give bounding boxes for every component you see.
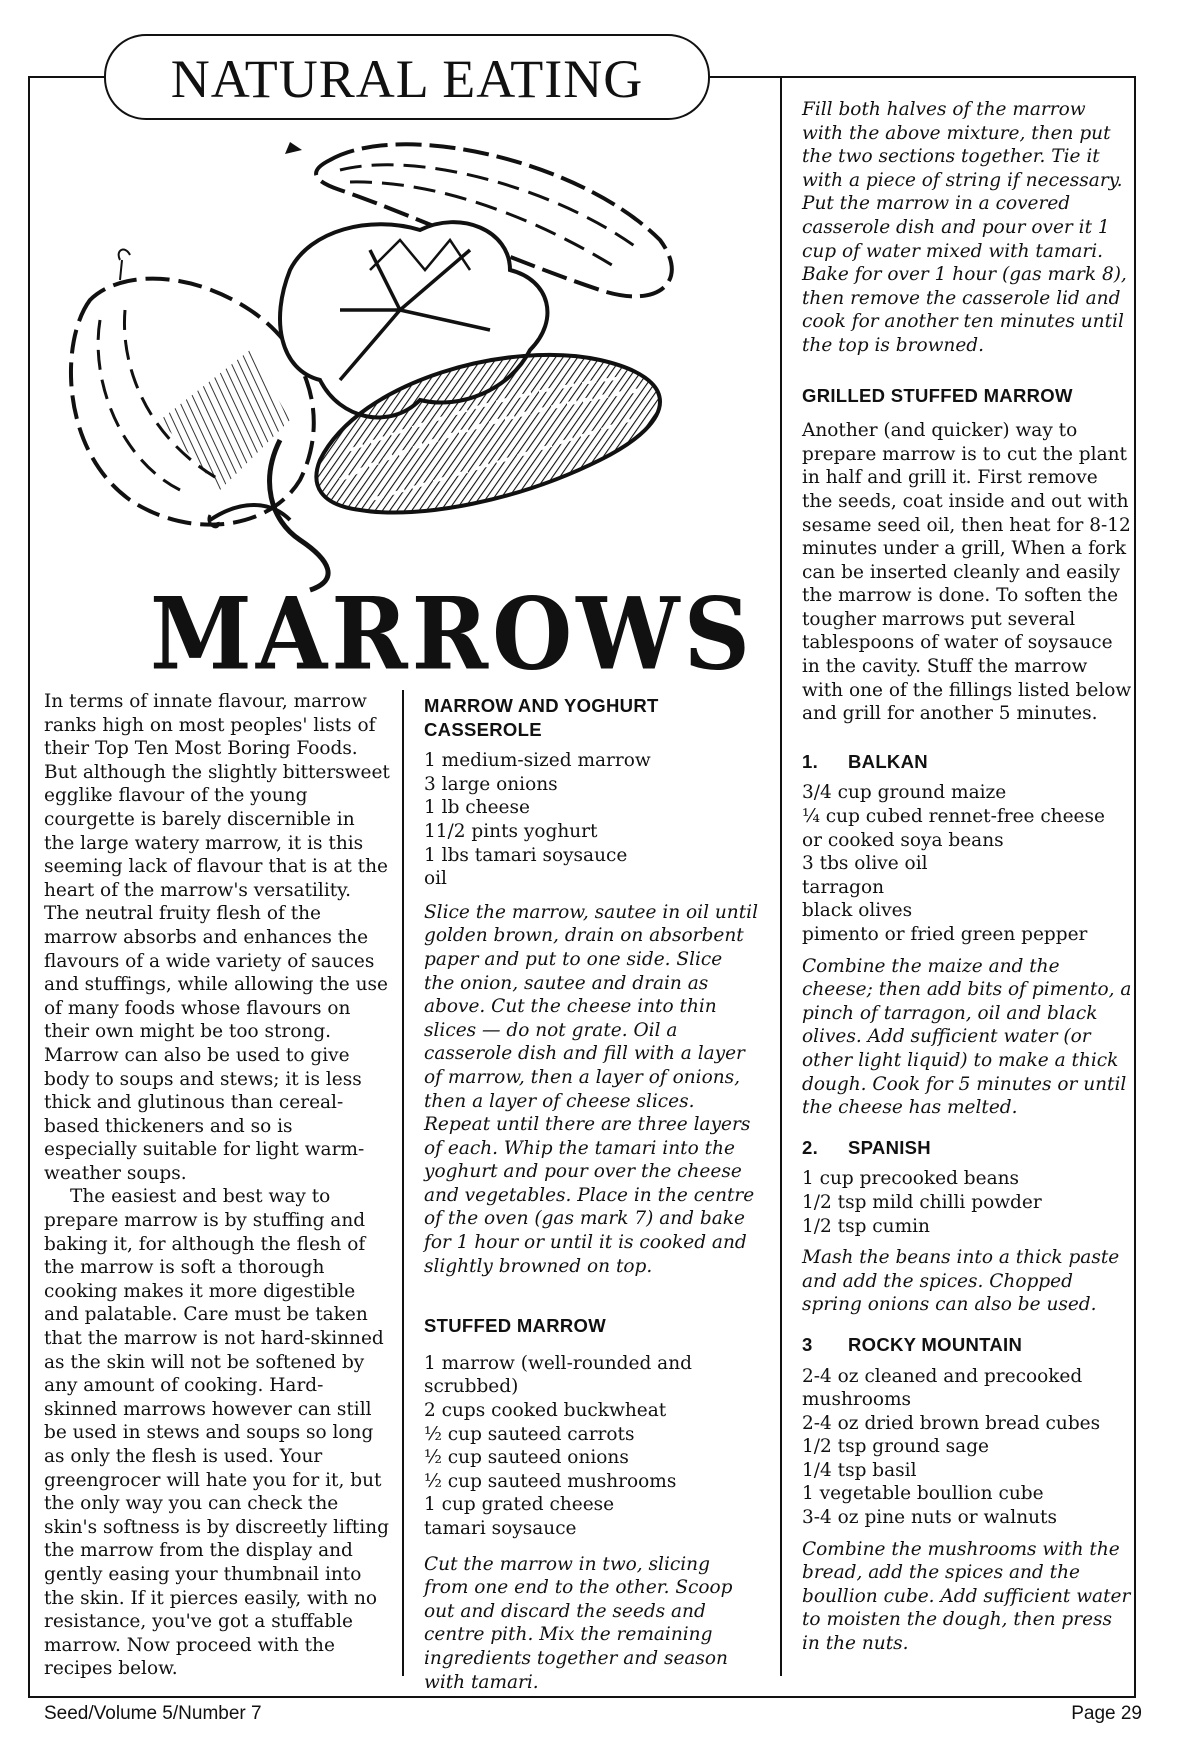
filling-name: ROCKY MOUNTAIN [848, 1333, 1023, 1355]
balkan-ingredients [802, 781, 1132, 946]
intro-column [44, 690, 390, 1681]
ingredient: 1 cup precooked beans [802, 1168, 1020, 1190]
recipes-column [424, 694, 758, 1694]
ingredient: 1 marrow (well-rounded and scrubbed) [424, 1352, 692, 1398]
ingredient: 1/2 tsp cumin [802, 1215, 930, 1237]
ingredient: 2 cups cooked buckwheat [424, 1400, 667, 1422]
ingredient: ½ cup sauteed onions [424, 1447, 629, 1469]
column-rule-1 [402, 690, 404, 1676]
marrows-illustration [40, 120, 740, 610]
headline: MARROWS [150, 575, 755, 693]
frame-bottom [28, 1696, 1136, 1698]
intro-paragraph-1: In terms of innate flavour, marrow ranks high on most peoples' lists of their Top Ten Most Boring Foods. But although the slightly bittersweet egglike flavour of the young courgette is barely discernible in the large watery marrow, it is this seeming lack of flavour that is at the heart of the marrow's versatility. The neutral fruity flesh of the marrow absorbs and enhances the flavours of a wide variety of sauces and stuffings, while allowing the use of many foods whose flavours on their own might be too strong. Marrow can also be used to give body to soups and stews; it is less thick and glutinous than cereal-based thickeners and so is especially suitable for light warm-weather soups. [44, 691, 390, 1184]
rocky-mountain-ingredients [802, 1365, 1132, 1530]
page-number: Page 29 [1071, 1703, 1142, 1724]
ingredient: ¼ cup cubed rennet-free cheese [802, 806, 1105, 828]
ingredient: 1/2 tsp mild chilli powder [802, 1191, 1042, 1213]
ingredient: 1 lbs tamari soysauce [424, 844, 628, 866]
frame-left [28, 76, 30, 1696]
ingredient: 3/4 cup ground maize [802, 782, 1007, 804]
ingredient: or cooked soya beans [802, 829, 1004, 851]
rocky-mountain-method: Combine the mushrooms with the bread, add the spices and the boullion cube. Add sufficient water to moisten the dough, then press in the nuts. [802, 1538, 1131, 1655]
ingredient: 3-4 oz pine nuts or walnuts [802, 1507, 1057, 1529]
ingredient: 3 large onions [424, 773, 558, 795]
balkan-method: Combine the maize and the cheese; then add bits of pimento, a pinch of tarragon, oil and black olives. Add sufficient water (or other light liquid) to make a thick dough. Cook for 5 minutes or until the cheese has melted. [802, 955, 1132, 1119]
casserole-method: Slice the marrow, sautee in oil until golden brown, drain on absorbent paper and put to one side. Slice the onion, sautee and drain as above. Cut the cheese into thin slices — do not grate. Oil a casserole dish and fill with a layer of marrow, then a layer of onions, then a layer of cheese slices. Repeat until there are three layers of each. Whip the tamari into the yoghurt and pour over the cheese and vegetables. Place in the centre of the oven (gas mark 7) and bake for 1 hour or until it is cooked and slightly browned on top. [424, 901, 758, 1277]
ingredient: 2-4 oz dried brown bread cubes [802, 1412, 1101, 1434]
ingredient: tarragon [802, 876, 885, 898]
ingredient: ½ cup sauteed mushrooms [424, 1470, 677, 1492]
grilled-body: Another (and quicker) way to prepare marrow is to cut the plant in half and grill it. First remove the seeds, coat inside and out with sesame seed oil, then heat for 8-12 minutes under a grill, When a fork can be inserted cleanly and easily the marrow is done. To soften the tougher marrows put several tablespoons of water of soysauce in the cavity. Stuff the marrow with one of the fillings listed below and grill for another 5 minutes. [802, 420, 1132, 725]
ingredient: 1/2 tsp ground sage [802, 1436, 989, 1458]
filling-heading-rocky-mountain [802, 1333, 1132, 1357]
casserole-title: MARROW AND YOGHURT CASSEROLE [424, 695, 659, 740]
frame-top-left [28, 76, 106, 78]
intro-paragraph-2: The easiest and best way to prepare marrow is by stuffing and baking it, for although the flesh of the marrow is soft a thorough cooking makes it more digestible and palatable. Care must be taken that the marrow is not hard-skinned as the skin will not be softened by any amount of cooking. Hard-skinned marrows however can still be used in stews and soups so long as only the flesh is used. Your greengrocer will hate you for it, but the only way you can check the skin's softness is by discreetly lifting the marrow from the display and gently easing your thumbnail into the skin. If it pierces easily, with no resistance, you've got a stuffable marrow. Now proceed with the recipes below. [44, 1186, 389, 1680]
filling-number: 1. [802, 750, 819, 772]
ingredient: black olives [802, 900, 913, 922]
filling-heading-spanish [802, 1136, 1132, 1160]
ingredient: 11/2 pints yoghurt [424, 820, 598, 842]
column-rule-2 [780, 78, 782, 1676]
footer-issue: Seed/Volume 5/Number 7 [44, 1703, 262, 1724]
stuffed-title: STUFFED MARROW [424, 1315, 606, 1337]
ingredient: 1 medium-sized marrow [424, 750, 651, 772]
grilled-title: GRILLED STUFFED MARROW [802, 384, 1073, 406]
ingredient: pimento or fried green pepper [802, 924, 1088, 945]
frame-right [1134, 76, 1136, 1696]
ingredient: oil [424, 868, 447, 890]
fillings-column [802, 98, 1132, 1656]
stuffed-ingredients [424, 1352, 758, 1541]
ingredient: tamari soysauce [424, 1518, 577, 1539]
spanish-ingredients [802, 1167, 1132, 1238]
ingredient: 1 cup grated cheese [424, 1494, 615, 1516]
filling-name: SPANISH [848, 1136, 931, 1158]
filling-name: BALKAN [848, 750, 928, 772]
section-banner [104, 34, 710, 120]
ingredient: 1/4 tsp basil [802, 1459, 917, 1481]
frame-top-right [704, 76, 1136, 78]
ingredient: 2-4 oz cleaned and precooked mushrooms [802, 1365, 1083, 1411]
section-title: NATURAL EATING [170, 49, 644, 109]
filling-number: 2. [802, 1136, 819, 1158]
ingredient: ½ cup sauteed carrots [424, 1423, 635, 1445]
filling-number: 3 [802, 1333, 813, 1355]
casserole-ingredients [424, 749, 758, 891]
left-marrow [71, 279, 314, 525]
filling-heading-balkan [802, 750, 1132, 774]
ingredient: 3 tbs olive oil [802, 853, 928, 875]
ingredient: 1 lb cheese [424, 797, 530, 819]
tendril [119, 250, 130, 280]
ingredient: 1 vegetable boullion cube [802, 1483, 1044, 1505]
spanish-method: Mash the beans into a thick paste and add the spices. Chopped spring onions can also be used. [802, 1247, 1120, 1316]
stuffed-method-continued: Fill both halves of the marrow with the above mixture, then put the two sections together. Tie it with a piece of string if necessary. Put the marrow in a covered casserole dish and pour over it 1 cup of water mixed with tamari. Bake for over 1 hour (gas mark 8), then remove the casserole lid and cook for another ten minutes until the top is browned. [802, 99, 1127, 356]
stuffed-method: Cut the marrow in two, slicing from one end to the other. Scoop out and discard the seeds and centre pith. Mix the remaining ingredients together and season with tamari. [424, 1553, 733, 1693]
